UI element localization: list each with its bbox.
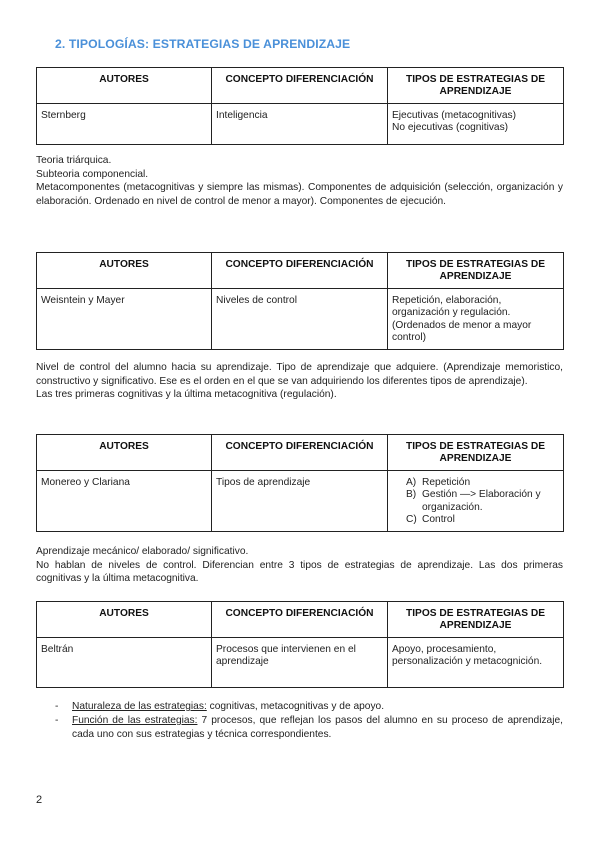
bullet-text: 7 procesos, que reflejan los pasos del alumno en su proceso de aprendizaje, cada uno con sus estrategias y técnica correspondientes. — [72, 715, 563, 740]
paragraph-line: Nivel de control del alumno hacia su aprendizaje. Tipo de aprendizaje que adquiere. (Aprendizaje memoristico, constructivo y significativo. Ese es el orden en el que se van adquiriendo los diferentes tipos de aprendizaje). — [36, 362, 563, 387]
bullet-text: cognitivas, metacognitivas y de apoyo. — [206, 701, 385, 712]
list-marker: A) — [406, 477, 417, 488]
list-item-text: Gestión —> Elaboración y organización. — [422, 489, 541, 513]
page-number: 2 — [36, 794, 43, 806]
list-item — [406, 513, 559, 526]
cell-concept: Niveles de control — [212, 289, 388, 350]
header-concepto: CONCEPTO DIFERENCIACIÓN — [212, 602, 388, 638]
strategies-table-beltran — [36, 601, 564, 688]
paragraph-block-1 — [36, 154, 563, 208]
header-concepto: CONCEPTO DIFERENCIACIÓN — [212, 253, 388, 289]
header-concepto: CONCEPTO DIFERENCIACIÓN — [212, 435, 388, 471]
bullet-item — [55, 700, 563, 714]
strategies-table-monereo — [36, 434, 564, 532]
cell-author: Beltrán — [37, 638, 212, 688]
paragraph-line: Teoria triárquica. — [36, 155, 112, 166]
type-line: No ejecutivas (cognitivas) — [392, 122, 509, 134]
bullet-term: Naturaleza de las estrategias: — [72, 701, 207, 712]
cell-author: Monereo y Clariana — [37, 471, 212, 532]
header-tipos: TIPOS DE ESTRATEGIAS DE APRENDIZAJE — [388, 253, 564, 289]
strategies-table-weinstein — [36, 252, 564, 350]
paragraph-line: No hablan de niveles de control. Diferencian entre 3 tipos de estrategias de aprendizaje. Las dos primeras cognitivas y la última metacognitiva. — [36, 559, 563, 584]
dash-marker: - — [55, 701, 59, 712]
list-item — [406, 477, 559, 489]
list-item-text: Control — [422, 513, 455, 525]
list-marker: B) — [406, 489, 417, 501]
strategies-table-sternberg — [36, 67, 564, 145]
bullet-list — [55, 700, 563, 742]
cell-concept: Procesos que intervienen en el aprendizaje — [212, 638, 388, 688]
strategy-list — [392, 477, 559, 526]
cell-types: Repetición, elaboración, organización y regulación. (Ordenados de menor a mayor control) — [388, 289, 564, 350]
header-tipos: TIPOS DE ESTRATEGIAS DE APRENDIZAJE — [388, 68, 564, 104]
header-concepto: CONCEPTO DIFERENCIACIÓN — [212, 68, 388, 104]
section-heading: 2. TIPOLOGÍAS: ESTRATEGIAS DE APRENDIZAJE — [55, 37, 351, 51]
list-item-text: Repetición — [422, 477, 471, 488]
paragraph-line: Aprendizaje mecánico/ elaborado/ significativo. — [36, 546, 249, 557]
type-line: Ejecutivas (metacognitivas) — [392, 110, 516, 121]
bullet-term: Función de las estrategias: — [72, 715, 198, 726]
list-item — [406, 489, 559, 514]
cell-author: Sternberg — [37, 104, 212, 145]
list-marker: C) — [406, 513, 417, 525]
header-autores: AUTORES — [37, 435, 212, 471]
paragraph-line: Subteoria componencial. — [36, 168, 149, 180]
header-autores: AUTORES — [37, 602, 212, 638]
bullet-item — [55, 714, 563, 742]
cell-concept: Tipos de aprendizaje — [212, 471, 388, 532]
dash-marker: - — [55, 715, 59, 726]
paragraph-block-3 — [36, 545, 563, 586]
paragraph-line: Las tres primeras cognitivas y la última metacognitiva (regulación). — [36, 389, 337, 400]
header-tipos: TIPOS DE ESTRATEGIAS DE APRENDIZAJE — [388, 435, 564, 471]
cell-types: Apoyo, procesamiento, personalización y metacognición. — [388, 638, 564, 688]
paragraph-block-2 — [36, 361, 563, 402]
header-autores: AUTORES — [37, 68, 212, 104]
cell-concept: Inteligencia — [212, 104, 388, 145]
cell-types — [388, 104, 564, 145]
cell-types — [388, 471, 564, 532]
paragraph-line: Metacomponentes (metacognitivas y siempre las mismas). Componentes de adquisición (selección, organización y elaboración. Ordenado en nivel de control de menor a mayor). Componentes de ejecución. — [36, 182, 563, 207]
header-tipos: TIPOS DE ESTRATEGIAS DE APRENDIZAJE — [388, 602, 564, 638]
cell-author: Weisntein y Mayer — [37, 289, 212, 350]
header-autores: AUTORES — [37, 253, 212, 289]
